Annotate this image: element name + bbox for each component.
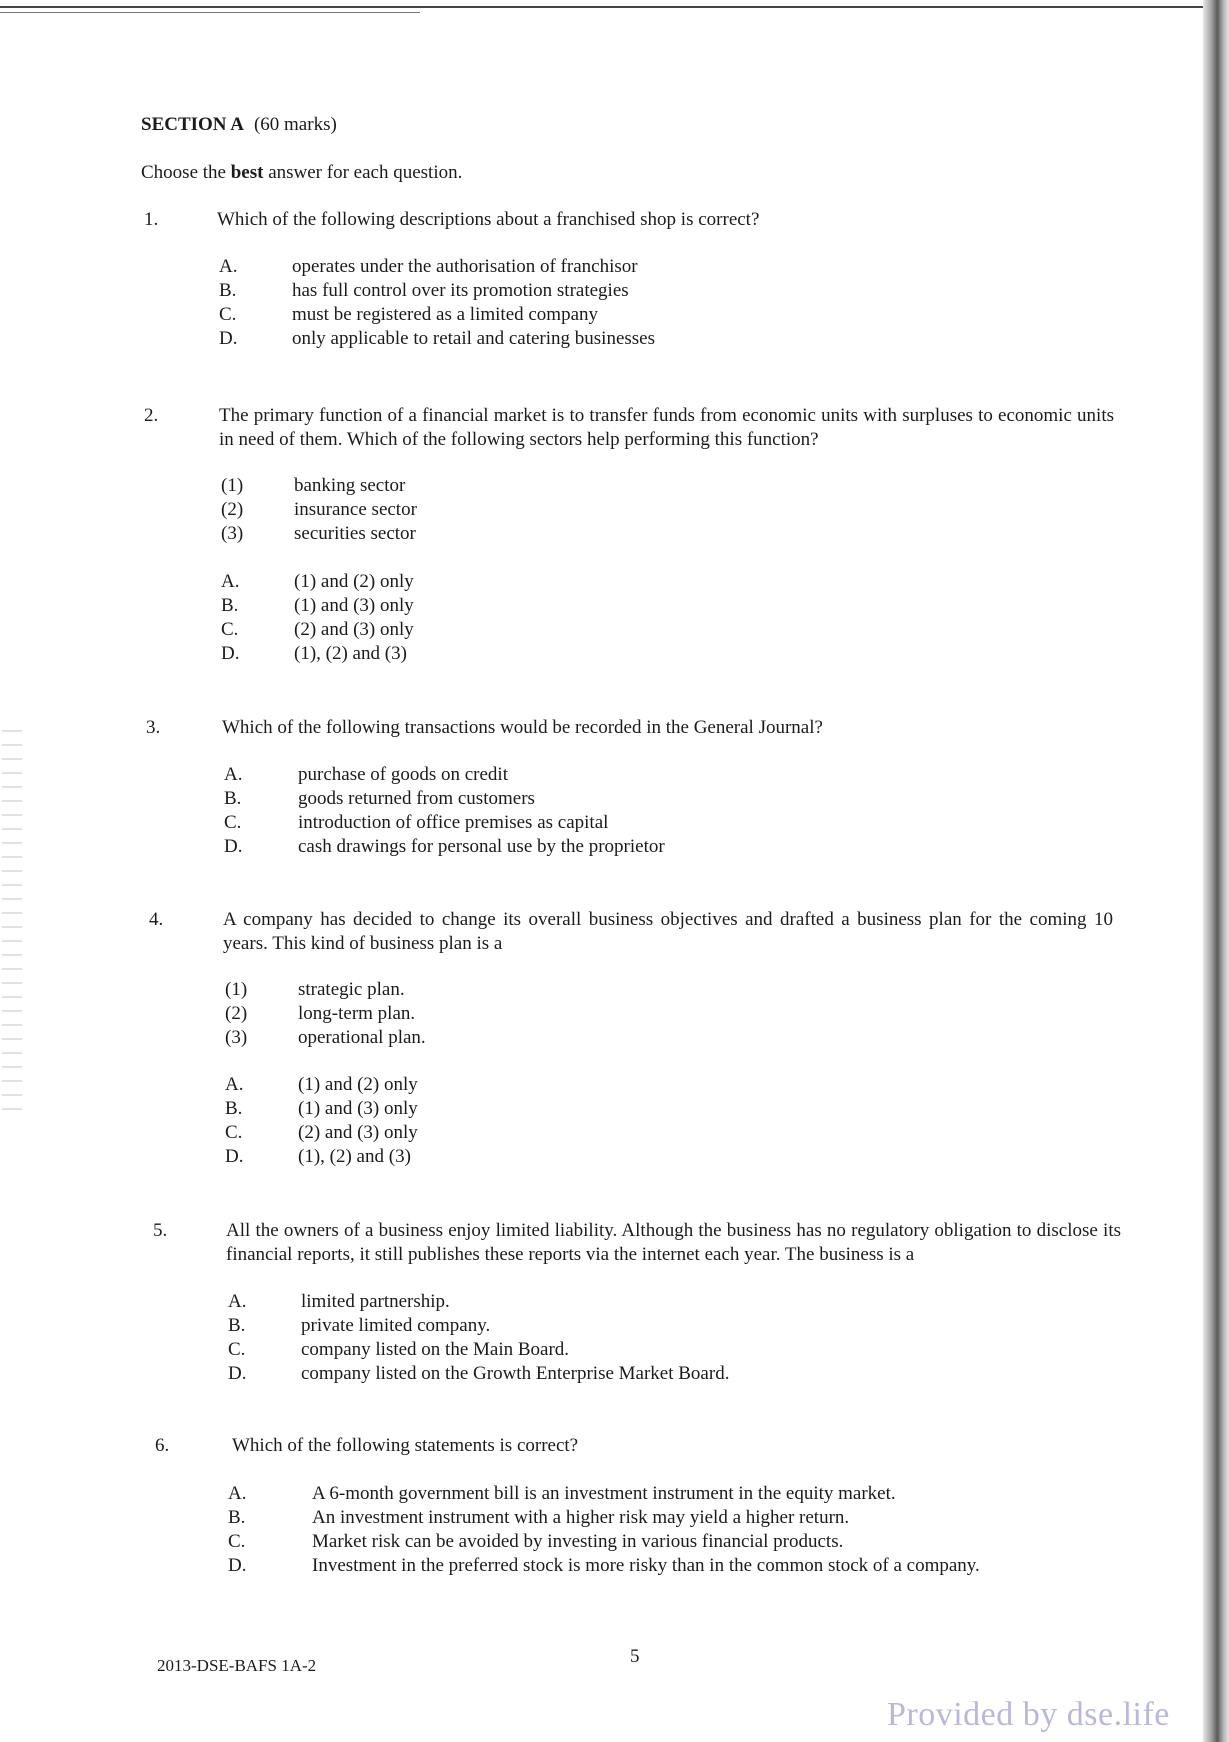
- paper-code: 2013-DSE-BAFS 1A-2: [157, 1656, 317, 1675]
- option-key: C.: [225, 1122, 243, 1143]
- question-number: 5.: [153, 1220, 168, 1241]
- question-1: [144, 208, 1124, 358]
- option-text: operates under the authorisation of franchisor: [292, 256, 638, 277]
- question-stem: Which of the following descriptions about a franchised shop is correct?: [217, 209, 760, 230]
- question-number: 6.: [155, 1435, 170, 1456]
- statement-key: (3): [221, 523, 244, 544]
- option-key: D.: [228, 1363, 247, 1384]
- option-key: B.: [224, 788, 242, 809]
- top-rule-thin: [0, 12, 420, 13]
- question-number: 2.: [144, 405, 159, 426]
- option-text: only applicable to retail and catering businesses: [292, 328, 655, 349]
- instruction-text: Choose the: [141, 162, 231, 183]
- option-key: A.: [228, 1291, 247, 1312]
- option-text: (1), (2) and (3): [298, 1146, 411, 1167]
- question-3: [146, 716, 1126, 866]
- option-key: D.: [225, 1146, 244, 1167]
- question-stem: The primary function of a financial market is to transfer funds from economic units with surpluses to economic units in need of them. Which of the following sectors help performing this function?: [219, 405, 1114, 450]
- option-key: D.: [228, 1555, 247, 1576]
- statement-key: (2): [225, 1003, 248, 1024]
- question-6: [155, 1434, 1135, 1584]
- statement-text: operational plan.: [298, 1027, 426, 1048]
- question-stem: Which of the following transactions would be recorded in the General Journal?: [222, 717, 823, 738]
- option-key: D.: [219, 328, 238, 349]
- option-text: Market risk can be avoided by investing in various financial products.: [312, 1531, 844, 1552]
- option-key: A.: [228, 1483, 247, 1504]
- option-key: A.: [219, 256, 238, 277]
- option-text: company listed on the Growth Enterprise Market Board.: [301, 1363, 730, 1384]
- statement-text: insurance sector: [294, 499, 417, 520]
- statement-key: (1): [225, 979, 248, 1000]
- option-text: (1) and (2) only: [294, 571, 414, 592]
- option-text: A 6-month government bill is an investment instrument in the equity market.: [312, 1483, 896, 1504]
- statement-key: (2): [221, 499, 244, 520]
- option-text: (1) and (3) only: [294, 595, 414, 616]
- option-text: (2) and (3) only: [298, 1122, 418, 1143]
- page-number: 5: [630, 1646, 640, 1667]
- statement-key: (1): [221, 475, 244, 496]
- scan-margin-marks: [2, 730, 22, 1110]
- statement-key: (3): [225, 1027, 248, 1048]
- scan-edge-shadow: [1203, 0, 1229, 1742]
- option-text: must be registered as a limited company: [292, 304, 599, 325]
- section-title: SECTION A: [141, 114, 244, 135]
- option-key: B.: [228, 1315, 246, 1336]
- option-text: introduction of office premises as capital: [298, 812, 609, 833]
- section-heading: [141, 114, 337, 136]
- option-key: B.: [219, 280, 237, 301]
- statement-text: banking sector: [294, 475, 406, 496]
- option-key: B.: [228, 1507, 246, 1528]
- question-number: 1.: [144, 209, 159, 230]
- section-marks: (60 marks): [253, 114, 337, 135]
- option-text: private limited company.: [301, 1315, 491, 1336]
- option-key: A.: [225, 1074, 244, 1095]
- option-text: (1) and (2) only: [298, 1074, 418, 1095]
- option-key: C.: [228, 1339, 246, 1360]
- option-text: has full control over its promotion strategies: [292, 280, 629, 301]
- question-stem: Which of the following statements is correct?: [232, 1435, 579, 1456]
- question-number: 4.: [149, 909, 164, 930]
- instruction-emphasis: best: [230, 162, 264, 183]
- question-2: [144, 404, 1124, 674]
- option-key: D.: [224, 836, 243, 857]
- question-stem: A company has decided to change its overall business objectives and drafted a business plan for the coming 10 years. This kind of business plan is a: [223, 909, 1113, 954]
- instruction-text-end: answer for each question.: [263, 162, 463, 183]
- statement-text: securities sector: [294, 523, 416, 544]
- option-key: C.: [219, 304, 237, 325]
- option-text: company listed on the Main Board.: [301, 1339, 570, 1360]
- option-text: (1), (2) and (3): [294, 643, 407, 664]
- option-text: (1) and (3) only: [298, 1098, 418, 1119]
- option-key: A.: [221, 571, 240, 592]
- question-5: [153, 1219, 1133, 1389]
- option-key: B.: [221, 595, 239, 616]
- option-text: An investment instrument with a higher risk may yield a higher return.: [312, 1507, 850, 1528]
- option-text: goods returned from customers: [298, 788, 535, 809]
- option-key: B.: [225, 1098, 243, 1119]
- option-key: C.: [221, 619, 239, 640]
- question-number: 3.: [146, 717, 161, 738]
- option-text: Investment in the preferred stock is more risky than in the common stock of a company.: [312, 1555, 980, 1576]
- option-key: A.: [224, 764, 243, 785]
- option-key: D.: [221, 643, 240, 664]
- option-key: C.: [228, 1531, 246, 1552]
- statement-text: long-term plan.: [298, 1003, 416, 1024]
- question-stem: All the owners of a business enjoy limited liability. Although the business has no regulatory obligation to disclose its financial reports, it still publishes these reports via the internet each year. The business is a: [226, 1220, 1121, 1265]
- option-text: cash drawings for personal use by the proprietor: [298, 836, 665, 857]
- option-text: limited partnership.: [301, 1291, 450, 1312]
- watermark-text: Provided by dse.life: [887, 1696, 1170, 1733]
- option-text: (2) and (3) only: [294, 619, 414, 640]
- top-rule: [0, 6, 1205, 8]
- question-4: [149, 908, 1129, 1178]
- option-key: C.: [224, 812, 242, 833]
- option-text: purchase of goods on credit: [298, 764, 508, 785]
- instruction: [141, 162, 462, 184]
- statement-text: strategic plan.: [298, 979, 405, 1000]
